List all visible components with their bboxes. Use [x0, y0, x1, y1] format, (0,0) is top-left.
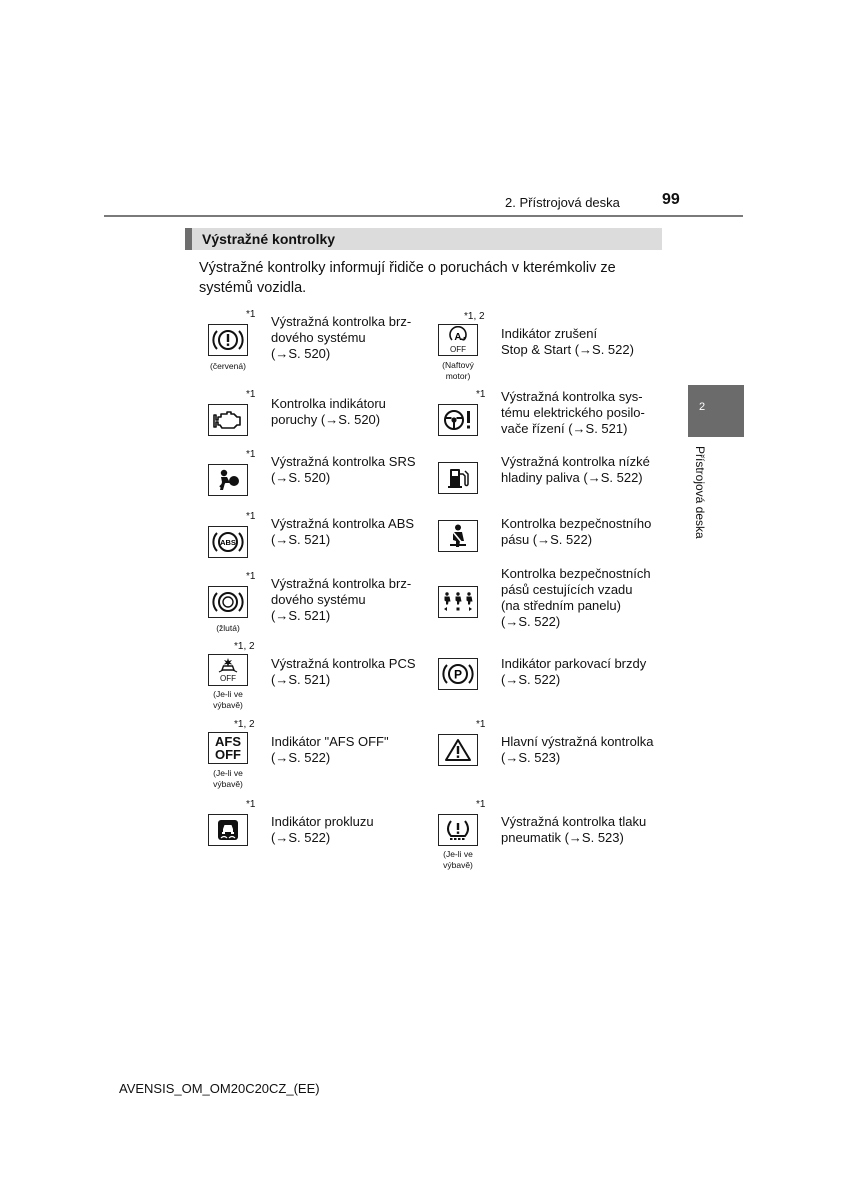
footnote-mark: *1: [246, 309, 256, 320]
chapter-title: 2. Přístrojová deska: [505, 195, 620, 210]
svg-text:A: A: [454, 332, 462, 343]
icon-label: AFS OFF: [215, 734, 241, 762]
chapter-tab-number: 2: [699, 401, 706, 413]
power-steering-icon: [438, 404, 478, 436]
icon-label: ABS: [220, 538, 236, 547]
footnote-mark: *1: [246, 571, 256, 582]
entry-description: Výstražná kontrolka tlaku pneumatik (→S. 523): [501, 814, 647, 845]
footnote-mark: *1: [246, 511, 256, 522]
engine-check-icon: [208, 404, 248, 436]
page-number: 99: [662, 191, 680, 208]
icon-note: (Je-li ve výbavě): [443, 849, 473, 870]
header-rule: [104, 215, 743, 217]
rear-seatbelt-icon: [438, 586, 478, 618]
section-heading-bar: [185, 228, 662, 250]
entry-description: Indikátor prokluzu (→S. 522): [271, 814, 374, 845]
stop-start-off-icon: [438, 324, 478, 356]
list-item: [208, 642, 433, 716]
footnote-mark: *1: [476, 719, 486, 730]
icon-label: P: [453, 667, 463, 682]
list-item: [208, 720, 433, 794]
icon-note: (žlutá): [216, 623, 240, 633]
abs-icon: [208, 526, 248, 558]
footnote-mark: *1: [246, 449, 256, 460]
entry-description: Výstražná kontrolka brz- dového systému (→S. 521): [271, 576, 412, 623]
icon-label: OFF: [220, 674, 236, 683]
airbag-icon: [208, 464, 248, 496]
icon-note: (Naftový motor): [442, 360, 474, 381]
entry-description: Indikátor parkovací brzdy (→S. 522): [501, 656, 647, 687]
seatbelt-icon: [438, 520, 478, 552]
footnote-mark: *1, 2: [464, 311, 485, 322]
icon-note: (červená): [210, 361, 246, 371]
section-intro: Výstražné kontrolky informují řidiče o poruchách v kterémkoliv ze systémů vozidla.: [199, 260, 616, 296]
slip-indicator-icon: [208, 814, 248, 846]
tire-pressure-icon: [438, 814, 478, 846]
master-warning-icon: [438, 734, 478, 766]
list-item: [438, 800, 663, 874]
chapter-tab-label: Přístrojová deska: [693, 446, 707, 539]
footnote-mark: *1, 2: [234, 719, 255, 730]
brake-system-icon: [208, 586, 248, 618]
list-item: [438, 650, 663, 724]
entry-description: Výstražná kontrolka nízké hladiny paliva (→S. 522): [501, 454, 650, 485]
parking-brake-icon: [438, 658, 478, 690]
entry-description: Kontrolka bezpečnostních pásů cestujících vzadu (na středním panelu) (→S. 522): [501, 566, 651, 629]
afs-off-icon: [208, 732, 248, 764]
footnote-mark: *1: [476, 389, 486, 400]
footnote-mark: *1: [246, 389, 256, 400]
entry-description: Indikátor zrušení Stop & Start (→S. 522): [501, 326, 634, 357]
list-item: [208, 572, 433, 646]
footnote-mark: *1: [476, 799, 486, 810]
list-item: [438, 720, 663, 794]
section-title: Výstražné kontrolky: [202, 231, 336, 247]
icon-label: OFF: [450, 345, 466, 354]
entry-description: Výstražná kontrolka ABS (→S. 521): [271, 516, 415, 547]
entry-description: Indikátor "AFS OFF" (→S. 522): [271, 734, 389, 765]
pcs-off-icon: [208, 654, 248, 686]
list-item: [208, 800, 433, 874]
list-item: [438, 312, 663, 386]
entry-description: Výstražná kontrolka sys- tému elektrického posilo- vače řízení (→S. 521): [501, 389, 645, 436]
fuel-pump-icon: [438, 462, 478, 494]
icon-note: (Je-li ve výbavě): [213, 689, 243, 710]
entry-description: Kontrolka indikátoru poruchy (→S. 520): [271, 396, 386, 427]
footnote-mark: *1: [246, 799, 256, 810]
entry-description: Výstražná kontrolka SRS (→S. 520): [271, 454, 416, 485]
entry-description: Kontrolka bezpečnostního pásu (→S. 522): [501, 516, 652, 547]
list-item: [438, 566, 663, 640]
entry-description: Výstražná kontrolka brz- dového systému (→S. 520): [271, 314, 412, 361]
footnote-mark: *1, 2: [234, 641, 255, 652]
icon-note: (Je-li ve výbavě): [213, 768, 243, 789]
entry-description: Hlavní výstražná kontrolka (→S. 523): [501, 734, 654, 765]
entry-description: Výstražná kontrolka PCS (→S. 521): [271, 656, 416, 687]
chapter-tab: [688, 385, 744, 437]
document-code: AVENSIS_OM_OM20C20CZ_(EE): [119, 1081, 320, 1096]
list-item: [208, 310, 433, 384]
brake-warning-icon: [208, 324, 248, 356]
